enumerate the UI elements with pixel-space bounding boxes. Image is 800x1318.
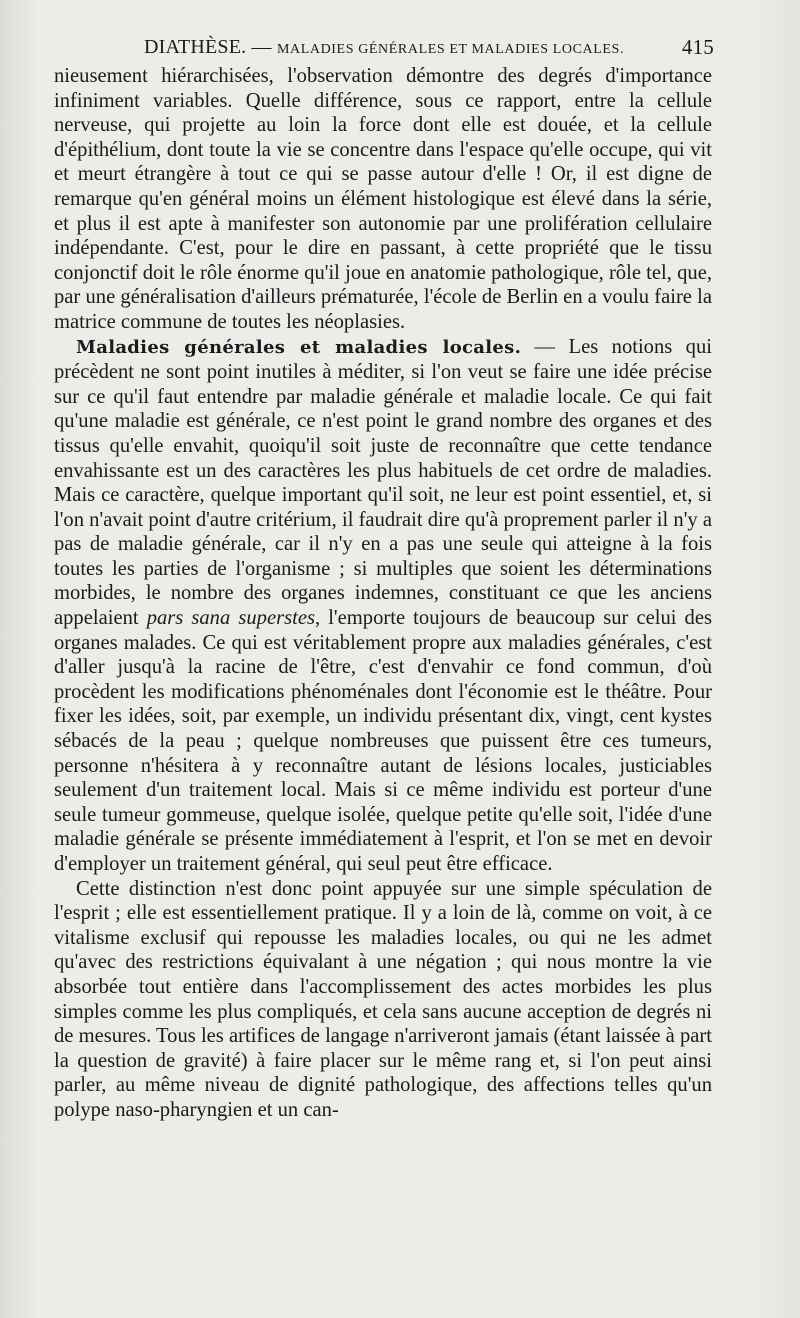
paragraph-1: nieusement hiérarchisées, l'observation démontre des degrés d'importance infiniment variables. Quelle différence, sous ce rapport, entre la cellule nerveuse, qui projette au loin la force dont elle est douée, et la cellule d'épithélium, dont toute la vie se concentre dans l'espace qu'elle occupe, qui vit et meurt étrangère à tout ce qui se passe autour d'elle ! Or, il est digne de remarque qu'en général moins un élément histologique est élevé dans la série, et plus il est apte à manifester son autonomie par une prolifération cellulaire indépendante. C'est, pour le dire en passant, à cette propriété que le tissu conjonctif doit le rôle énorme qu'il joue en anatomie pathologique, rôle tel, que, par une généralisation d'ailleurs prématurée, l'école de Berlin en a voulu faire la matrice commune de toutes les néoplasies.: [54, 65, 712, 333]
running-title: [144, 36, 624, 59]
latin-phrase: pars sana superstes: [146, 607, 315, 630]
paragraph-2: [54, 335, 712, 877]
running-title-main: DIATHÈSE.: [144, 36, 247, 58]
paragraph-3: Cette distinction n'est donc point appuyée sur une simple spéculation de l'esprit ; elle est essentiellement pratique. Il y a loin de là, comme on voit, à ce vitalisme exclusif qui repousse les maladies locales, ou qui ne les admet qu'avec des restrictions équivalant à une négation ; qui nous montre la vie absorbée tout entière dans l'accomplissement des actes morbides les plus simples comme les plus compliqués, et cela sans aucune acception de degrés ni de mesures. Tous les artifices de langage n'arriveront jamais (étant laissée à part la question de gravité) à faire placer sur le même rang et, si l'on peut ainsi parler, au même niveau de dignité pathologique, des affections telles qu'un polype naso-pharyngien et un can-: [54, 877, 712, 1121]
paragraph-2-text-b: , l'emporte toujours de beaucoup sur celui des organes malades. Ce qui est véritablement propre aux maladies générales, c'est d'aller jusqu'à la racine de l'être, c'est d'envahir ce fond commun, d'où procèdent les modifications phénoménales dont l'économie est le théâtre. Pour fixer les idées, soit, par exemple, un individu présentant dix, vingt, cent kystes sébacés de la peau ; quelque nombreuses que puissent être ces tumeurs, personne n'hésitera à y reconnaître autant de lésions locales, justiciables seulement d'un traitement local. Mais si ce même individu est porteur d'une seule tumeur gommeuse, quelque isolée, quelque petite qu'elle soit, l'idée d'une maladie générale se présente immédiatement à l'esprit, et l'on se met en devoir d'employer un traitement général, qui seul peut être efficace.: [54, 607, 712, 875]
running-header: [54, 30, 712, 64]
paragraph-2-text-a: — Les notions qui précèdent ne sont point inutiles à méditer, si l'on veut se faire une idée précise sur ce qu'il faut entendre par maladie générale et maladie locale. Ce qui fait qu'une maladie est générale, ce n'est point le grand nombre des organes et des tissus qu'elle envahit, quoiqu'il soit juste de reconnaître que cette tendance envahissante est un des caractères les plus habituels de cet ordre de maladies. Mais ce caractère, quelque important qu'il soit, ne leur est point essentiel, et, si l'on n'avait point d'autre critérium, il faudrait dire qu'à proprement parler il n'y a pas de maladie générale, car il n'y en a pas une seule qui atteigne à la fois toutes les parties de l'organisme ; si multiples que soient les déterminations morbides, le nombre des organes indemnes, constituant ce que les anciens appelaient: [54, 335, 712, 630]
section-runin-heading: Maladies générales et maladies locales.: [76, 336, 522, 358]
body-text: [54, 64, 712, 1123]
page-number: 415: [681, 35, 714, 59]
running-title-sub: MALADIES GÉNÉRALES ET MALADIES LOCALES.: [276, 42, 625, 57]
running-title-dash: —: [246, 36, 277, 58]
